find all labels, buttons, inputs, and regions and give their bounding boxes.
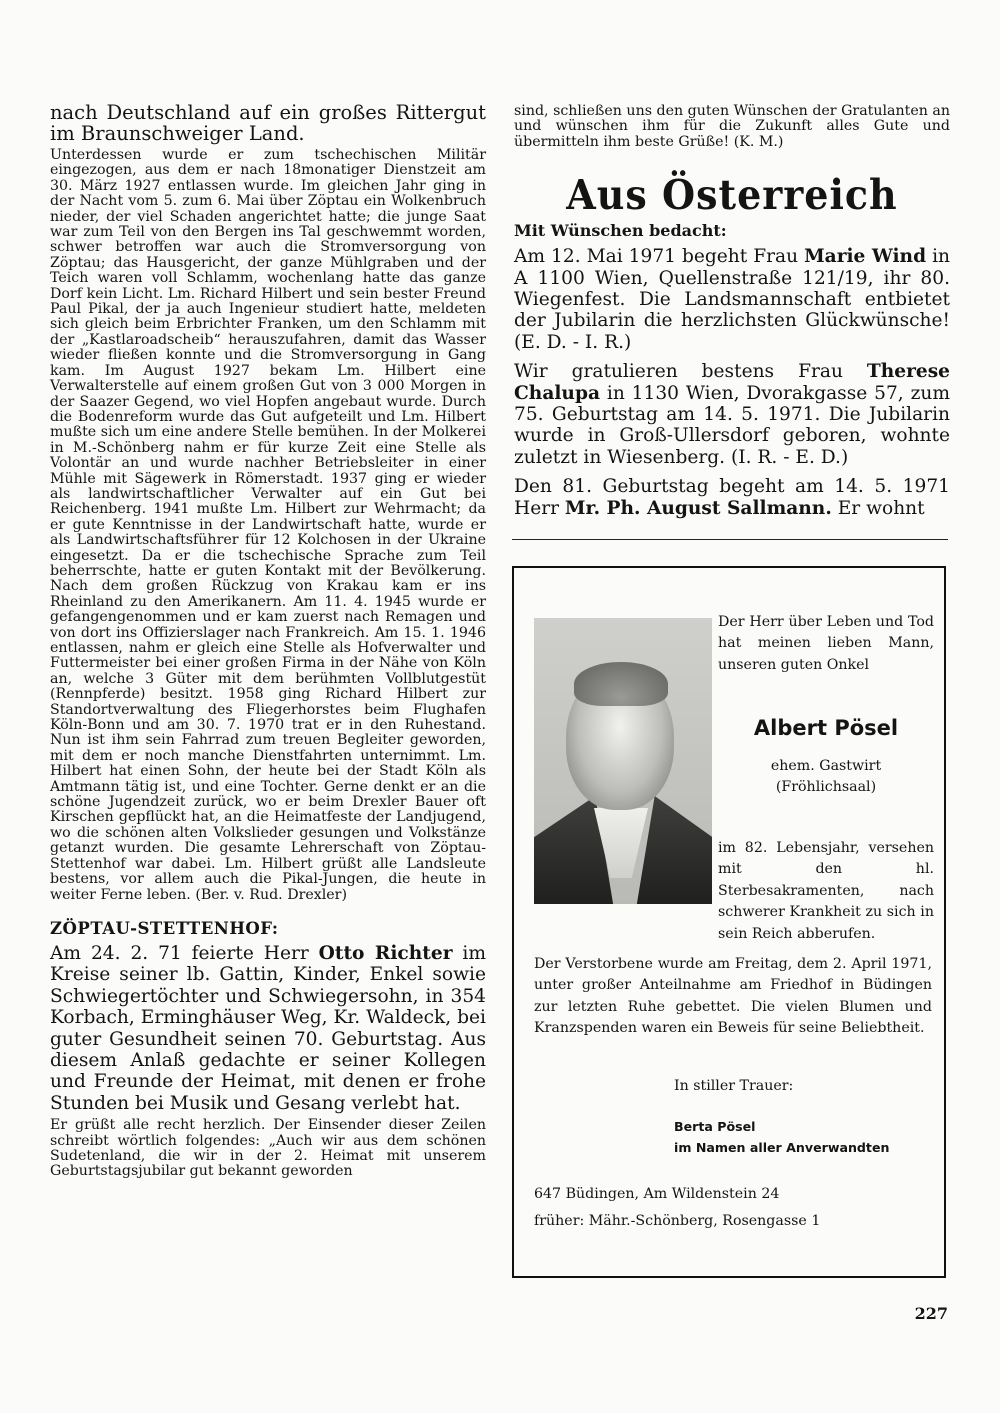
subheading-wishes: Mit Wünschen bedacht: (514, 221, 727, 241)
portrait-hair-shape (574, 662, 668, 706)
therese-chalupa-paragraph (514, 361, 950, 468)
chalupa-text-pre: Wir gratulieren bestens Frau (514, 361, 867, 383)
wind-text-post: in A 1100 Wien, Quellenstraße 121/19, ihr 80. Wiegenfest. Die Landsmannschaft entbietet der Jubilarin die herzlichsten Glückwünsche! (E. D. - I. R.) (514, 246, 950, 353)
otto-greeting-paragraph: Er grüßt alle recht herzlich. Der Einsender dieser Zeilen schreibt wörtlich folgendes: „Auch wir aus dem schönen Sudetenland, die wir in der 2. Heimat mit unserem Geburtstagsjubilar gut bekannt geworden (50, 1117, 486, 1180)
marie-wind-paragraph (514, 246, 950, 353)
otto-text-post: im Kreise seiner lb. Gattin, Kinder, Enkel sowie Schwiegertöchter und Schwiegersohn, in 354 Korbach, Erminghäuser Weg, Kr. Waldeck, bei guter Gesundheit seinen 70. Geburtstag. Aus diesem Anlaß gedachte er seiner Kollegen und Freunde der Heimat, mit denen er frohe Stunden bei Musik und Gesang verlebt hat. (50, 942, 486, 1114)
notice-body-text: Der Verstorbene wurde am Freitag, dem 2. April 1971, unter großer Anteilnahme am Friedhof in Büdingen zur letzten Ruhe gebettet. Die vielen Blumen und Kranzspenden waren ein Beweis für seine Beliebtheit. (534, 956, 932, 1037)
sallmann-text-pre: Den 81. Geburtstag begeht am 14. 5. 1971 Herr (514, 476, 950, 519)
notice-body (534, 954, 932, 1040)
section-title-austria: Aus Österreich (566, 170, 898, 220)
continued-paragraph: sind, schließen uns den guten Wünschen der Gratulanten an und wünschen ihm für die Zukunft alles Gute und übermitteln ihm beste Grüße! (K. M.) (514, 103, 950, 150)
obituary-notice (512, 566, 946, 1278)
wind-text-pre: Am 12. Mai 1971 begeht Frau (514, 246, 805, 268)
lead-paragraph: nach Deutschland auf ein großes Rittergut im Braunschweiger Land. (50, 101, 486, 145)
occupation-text: ehem. Gastwirt (770, 758, 882, 774)
left-column (50, 102, 486, 1180)
portrait-photo (534, 618, 712, 904)
address-line-1: 647 Büdingen, Am Wildenstein 24 (534, 1186, 780, 1202)
occupation-detail: (Fröhlichsaal) (775, 779, 877, 796)
chalupa-name: Therese Chalupa (514, 361, 950, 404)
notice-address (534, 1184, 932, 1233)
right-column (514, 104, 950, 519)
notice-occupation (718, 756, 934, 799)
notice-intro-text: Der Herr über Leben und Tod hat meinen lieben Mann, unseren guten Onkel (718, 614, 934, 673)
page-number: 227 (914, 1304, 948, 1323)
sallmann-text-post: Er wohnt (831, 497, 925, 519)
chalupa-text-post: in 1130 Wien, Dvorakgasse 57, zum 75. Geburtstag am 14. 5. 1971. Die Jubilarin wurde in Groß-Ullersdorf geboren, wohnte zuletzt in Wiesenberg. (I. R. - E. D.) (514, 382, 950, 468)
address-line-2: früher: Mähr.-Schönberg, Rosengasse 1 (534, 1213, 821, 1230)
column-divider-rule (512, 539, 948, 540)
otto-text-pre: Am 24. 2. 71 feierte Herr (50, 942, 319, 964)
signer-name: Berta Pösel (674, 1119, 756, 1134)
otto-name: Otto Richter (318, 942, 453, 964)
notice-after-text: im 82. Lebensjahr, versehen mit den hl. Sterbesakramenten, nach schwerer Krankheit zu sich in sein Reich abberufen. (718, 840, 934, 942)
notice-intro (718, 612, 934, 676)
section-heading-zoeptau: ZÖPTAU-STETTENHOF: (50, 918, 279, 938)
wind-name: Marie Wind (804, 246, 927, 268)
signer-relatives: im Namen aller Anverwandten (674, 1140, 890, 1156)
sallmann-paragraph (514, 476, 950, 519)
notice-signature (674, 1116, 934, 1159)
sallmann-name: Mr. Ph. August Sallmann. (564, 497, 832, 519)
deceased-name: Albert Pösel (753, 716, 899, 740)
mourning-text: In stiller Trauer: (674, 1078, 794, 1094)
notice-mourning (674, 1076, 934, 1097)
hilbert-article-body: Unterdessen wurde er zum tschechischen Militär eingezogen, aus dem er nach 18monatiger Dienstzeit am 30. März 1927 entlassen wurde. Im gleichen Jahr ging in der Nacht vom 5. zum 6. Mai über Zöptau ein Wolkenbruch nieder, der viel Schaden angerichtet hatte; die junge Saat war zum Teil von den Bergen ins Tal geschwemmt worden, schwer betroffen war auch die Stromversorgung von Zöptau; das Hausgericht, der ganze Mühlgraben und der Teich waren voll Schlamm, wochenlang hatte das ganze Dorf kein Licht. Lm. Richard Hilbert und sein bester Freund Paul Pikal, der ja auch Ingenieur studiert hatte, meldeten sich gleich beim Erbrichter Franken, um den Schlamm mit der „Kastlaroadscheib“ herauszufahren, damit das Wasser wieder fließen konnte und die Stromversorgung in Gang kam. Im August 1927 bekam Lm. Hilbert eine Verwalterstelle auf einem großen Gut von 3 000 Morgen in der Saazer Gegend, wo viel Hopfen angebaut wurde. Durch die Bodenreform wurde das Gut aufgeteilt und Lm. Hilbert mußte sich um eine andere Stelle bemühen. In der Molkerei in M.-Schönberg nahm er für kurze Zeit eine Stelle als Volontär an und wurde nachher Betriebsleiter in einer Mühle mit Sägewerk in Römerstadt. 1937 ging er wieder als landwirtschaftlicher Verwalter auf ein Gut bei Reichenberg. 1941 mußte Lm. Hilbert zur Wehrmacht; da er gute Kenntnisse in der Landwirtschaft hatte, wurde er als Landwirtschaftsführer für 12 Kolchosen in der Ukraine eingesetzt. Da er die tschechische Sprache zum Teil beherrschte, hatte er guten Kontakt mit der Bevölkerung. Nach dem großen Rückzug von Krakau kam er ins Rheinland zu den Amerikanern. Am 11. 4. 1945 wurde er gefangengenommen und er kam zuerst nach Remagen und von dort ins Offizierslager nach Frankreich. Am 15. 1. 1946 entlassen, nahm er gleich eine Stelle als Hofverwalter und Futtermeister bei einer großen Firma in der Nähe von Köln an, welche 3 Güter mit dem berühmten Vollblutgestüt (Rennpferde) besitzt. 1958 ging Richard Hilbert zur Standortverwaltung des Fliegerhorstes beim Flughafen Köln-Bonn und am 30. 7. 1970 trat er in den Ruhestand. Nun ist ihm sein Fahrrad zum treuen Begleiter geworden, mit dem er noch manche Dienstfahrten unternimmt. Lm. Hilbert hat einen Sohn, der heute bei der Stadt Köln als Amtmann tätig ist, und eine Tochter. Gerne denkt er an die schöne Jugendzeit zurück, wo er beim Drexler Bauer oft Kirschen gepflückt hat, an die Heimatfeste der Landjugend, wo die schönen alten Volkslieder gesungen und Volkstänze getanzt wurden. Die gesamte Lehrerschaft von Zöptau-Stettenhof war dabei. Lm. Hilbert grüßt alle Landsleute bestens, vor allem auch die Pikal-Jungen, die heute in weiter Ferne leben. (Ber. v. Rud. Drexler) (50, 147, 486, 903)
otto-richter-paragraph (50, 943, 486, 1114)
notice-after (718, 838, 934, 945)
